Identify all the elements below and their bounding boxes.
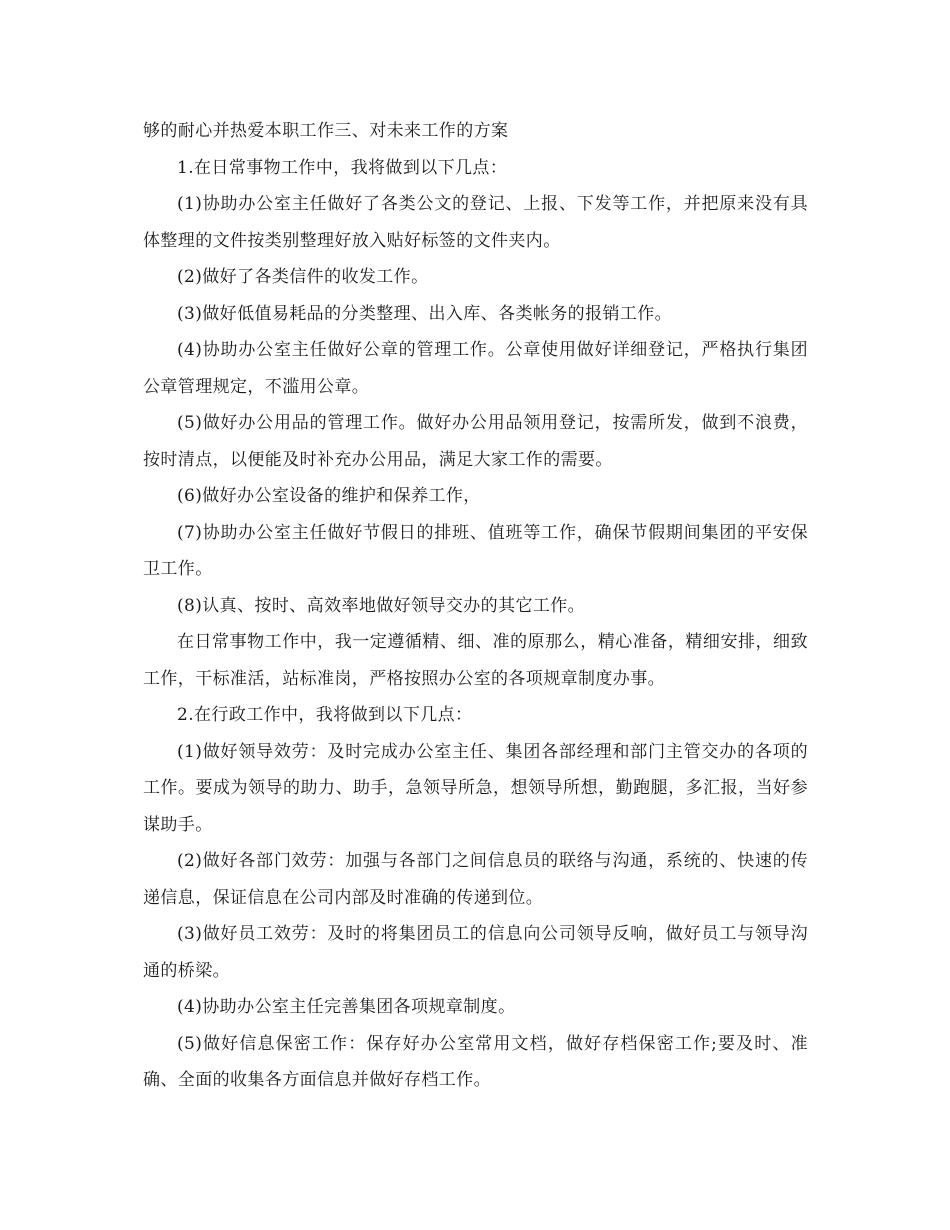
section-heading-daily-work: 1.在日常事物工作中，我将做到以下几点： (177, 157, 508, 178)
paragraph-admin-item-3: (3)做好员工效劳：及时的将集团员工的信息向公司领导反响，做好员工与领导沟通的桥梁。 (143, 924, 808, 981)
paragraph-daily-item-4: (4)协助办公室主任做好公章的管理工作。公章使用做好详细登记，严格执行集团公章管理规定，不滥用公章。 (143, 340, 808, 397)
paragraph-daily-item-3: (3)做好低值易耗品的分类整理、出入库、各类帐务的报销工作。 (177, 303, 673, 324)
paragraph-daily-item-7: (7)协助办公室主任做好节假日的排班、值班等工作，确保节假期间集团的平安保卫工作。 (143, 522, 808, 579)
paragraph-intro: 够的耐心并热爱本职工作三、对未来工作的方案 (143, 121, 509, 141)
paragraph-daily-item-5: (5)做好办公用品的管理工作。做好办公用品领用登记，按需所发，做到不浪费，按时清点，以便能及时补充办公用品，满足大家工作的需要。 (143, 413, 808, 470)
paragraph-admin-item-5: (5)做好信息保密工作：保存好办公室常用文档，做好存档保密工作;要及时、准确、全面的收集各方面信息并做好存档工作。 (143, 1033, 808, 1090)
paragraph-daily-item-1: (1)协助办公室主任做好了各类公文的登记、上报、下发等工作，并把原来没有具体整理的文件按类别整理好放入贴好标签的文件夹内。 (143, 194, 808, 251)
paragraph-daily-item-2: (2)做好了各类信件的收发工作。 (177, 267, 429, 287)
paragraph-daily-summary: 在日常事物工作中，我一定遵循精、细、准的原那么，精心准备，精细安排，细致工作，干标准活，站标准岗，严格按照办公室的各项规章制度办事。 (143, 632, 808, 689)
section-heading-admin-work: 2.在行政工作中，我将做到以下几点： (177, 705, 473, 725)
paragraph-daily-item-6: (6)做好办公室设备的维护和保养工作， (177, 486, 481, 506)
paragraph-admin-item-2: (2)做好各部门效劳：加强与各部门之间信息员的联络与沟通，系统的、快速的传递信息，保证信息在公司内部及时准确的传递到位。 (143, 851, 808, 908)
paragraph-admin-item-1: (1)做好领导效劳：及时完成办公室主任、集团各部经理和部门主管交办的各项的工作。要成为领导的助力、助手，急领导所急，想领导所想，勤跑腿，多汇报，当好参谋助手。 (143, 741, 808, 835)
paragraph-daily-item-8: (8)认真、按时、高效率地做好领导交办的其它工作。 (177, 595, 586, 616)
document-body (143, 113, 808, 1099)
paragraph-admin-item-4: (4)协助办公室主任完善集团各项规章制度。 (177, 997, 516, 1017)
